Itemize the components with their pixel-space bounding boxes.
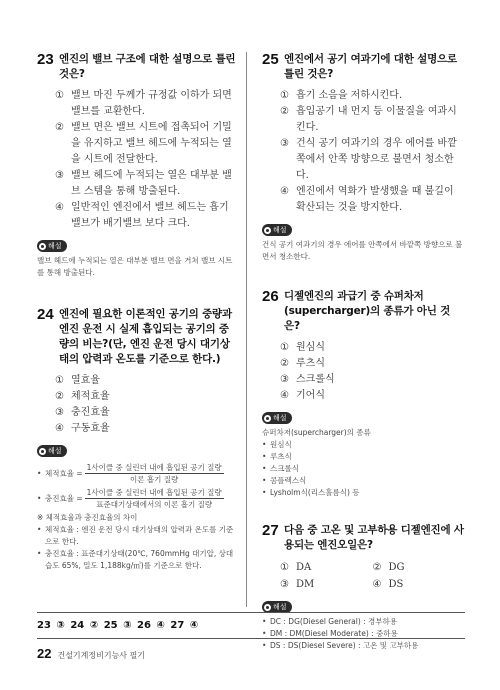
- option-4: ④ 구동효율: [55, 423, 110, 434]
- question-number: 23: [37, 51, 54, 68]
- question-27: [262, 523, 465, 652]
- question-24: [37, 307, 237, 572]
- note-title: ※ 체적효율과 충진효율의 차이: [37, 513, 138, 522]
- explanation-text: 건식 공기 여과기의 경우 에어를 안쪽에서 바깥쪽 방향으로 불면서 청소한다.: [262, 240, 463, 261]
- explanation-text: 밸브 헤드에 누적되는 열은 대부분 밸브 면을 거쳐 밸브 시트를 통해 방출된다.: [37, 256, 233, 277]
- equation-volumetric-efficiency: • 체적효율 = $\frac{\text{1사이클 중 실린더 내에 흡입된 공기 질량}}{\text{이론 흡기 질량}}$: [37, 463, 222, 484]
- option-3: ③ DM: [280, 579, 315, 590]
- option-1: ① 밸브 마진 두께가 규정값 이하가 되면 밸브를 교환한다.: [55, 90, 232, 117]
- answers-bottom-rule: [37, 638, 465, 639]
- explanation-block: [262, 616, 465, 652]
- question-25: [262, 52, 465, 263]
- explanation-badge: 해설: [262, 224, 292, 236]
- option-2: ② DG: [372, 562, 405, 573]
- equation-charging-efficiency: • 충진효율 = $\frac{\text{1사이클 중 실린더 내에 흡입된 공기 질량}}{\text{표준대기상태에서의 이론 흡기 질량}}$: [37, 488, 222, 509]
- note-item: • 체적효율 : 엔진 운전 당시 대기상태의 압력과 온도를 기준으로 한다.: [37, 525, 234, 546]
- option-2: ② 흡입공기 내 먼지 등 이물질을 여과시킨다.: [280, 106, 457, 133]
- question-number: 27: [262, 522, 279, 539]
- page-footer: [37, 646, 145, 661]
- explanation-icon: [264, 415, 271, 422]
- explanation-badge: 해설: [262, 412, 292, 424]
- right-column: [262, 52, 465, 652]
- explanation-block: [262, 427, 465, 499]
- option-3: ③ 밸브 헤드에 누적되는 열은 대부분 밸브 스템을 통해 방출된다.: [55, 170, 232, 197]
- explanation-badge: 해설: [37, 445, 67, 457]
- explanation-item: • DS : DS(Diesel Severe) : 고온 및 고부하용: [262, 641, 419, 650]
- option-4: ④ 일반적인 엔진에서 밸브 헤드는 흡기밸브가 배기밸브 보다 크다.: [55, 202, 229, 229]
- options-list: [280, 88, 465, 216]
- answers-top-rule: [37, 612, 465, 613]
- book-title: 건설기계정비기능사 필기: [57, 651, 146, 660]
- option-2: ② 루츠식: [280, 358, 325, 369]
- column-divider: [246, 52, 247, 607]
- explanation-badge: 해설: [37, 240, 67, 252]
- question-text: 엔진의 밸브 구조에 대한 설명으로 틀린 것은?: [59, 53, 236, 80]
- explanation-icon: [264, 604, 271, 611]
- option-1: ① 열효율: [55, 375, 100, 386]
- question-number: 25: [262, 51, 279, 68]
- page-number: 22: [37, 646, 52, 661]
- explanation-item: • 스크롤식: [262, 464, 299, 473]
- option-3: ③ 충진효율: [55, 407, 110, 418]
- option-4: ④ 기어식: [280, 390, 325, 401]
- option-3: ③ 건식 공기 여과기의 경우 에어를 바깥쪽에서 안쪽 방향으로 불면서 청소한다.: [280, 138, 457, 181]
- explanation-title: 슈퍼차저(supercharger)의 종류: [262, 428, 371, 437]
- explanation-item: • 콤플렉스식: [262, 476, 307, 485]
- option-4: ④ DS: [372, 579, 404, 590]
- option-1: ① 흡기 소음을 저하시킨다.: [280, 90, 403, 101]
- option-1: ① DA: [280, 562, 312, 573]
- answer-key: 23 ③ 24 ② 25 ③ 26 ④ 27 ④: [37, 620, 199, 631]
- question-text: 엔진에서 공기 여과기에 대한 설명으로 틀린 것은?: [284, 53, 457, 80]
- explanation-icon: [39, 448, 46, 455]
- question-23: [37, 52, 237, 279]
- explanation-icon: [39, 243, 46, 250]
- question-26: [262, 289, 465, 499]
- options-list: [55, 88, 237, 232]
- options-grid: [280, 559, 465, 593]
- question-text: 디젤엔진의 과급기 중 슈퍼차저(supercharger)의 종류가 아닌 것은?: [284, 290, 451, 332]
- question-text: 다음 중 고온 및 고부하용 디젤엔진에 사용되는 엔진오일은?: [284, 524, 464, 551]
- explanation-item: • Lysholm식(리스홀름식) 등: [262, 488, 360, 497]
- explanation-icon: [264, 227, 271, 234]
- question-text: 엔진에 필요한 이론적인 공기의 중량과 엔진 운전 시 실제 흡입되는 공기의 중량의 비는?(단, 엔진 운전 당시 대기상태의 압력과 온도를 기준으로 한다.): [59, 308, 232, 365]
- explanation-block: [37, 462, 237, 572]
- explanation-item: • 루츠식: [262, 452, 292, 461]
- explanation-item: • DC : DG(Diesel General) : 경부하용: [262, 617, 398, 626]
- option-2: ② 밸브 면은 밸브 시트에 접촉되어 기밀을 유지하고 밸브 헤드에 누적되는 열을 시트에 전달한다.: [55, 122, 232, 165]
- question-number: 26: [262, 288, 279, 305]
- option-4: ④ 엔진에서 역화가 발생했을 때 불길이 확산되는 것을 방지한다.: [280, 186, 454, 213]
- explanation-badge: 해설: [262, 601, 292, 613]
- explanation-item: • DM : DM(Diesel Moderate) : 중하용: [262, 629, 398, 638]
- options-list: [55, 373, 237, 437]
- option-3: ③ 스크롤식: [280, 374, 335, 385]
- option-2: ② 체적효율: [55, 391, 110, 402]
- left-column: [37, 52, 237, 572]
- note-item: • 충진효율 : 표준대기상태(20℃, 760mmHg 대기압, 상대습도 65%, 밀도 1,188kg/㎥)를 기준으로 한다.: [37, 549, 234, 570]
- question-number: 24: [37, 306, 54, 323]
- explanation-item: • 원심식: [262, 440, 292, 449]
- options-list: [280, 340, 465, 404]
- option-1: ① 원심식: [280, 342, 325, 353]
